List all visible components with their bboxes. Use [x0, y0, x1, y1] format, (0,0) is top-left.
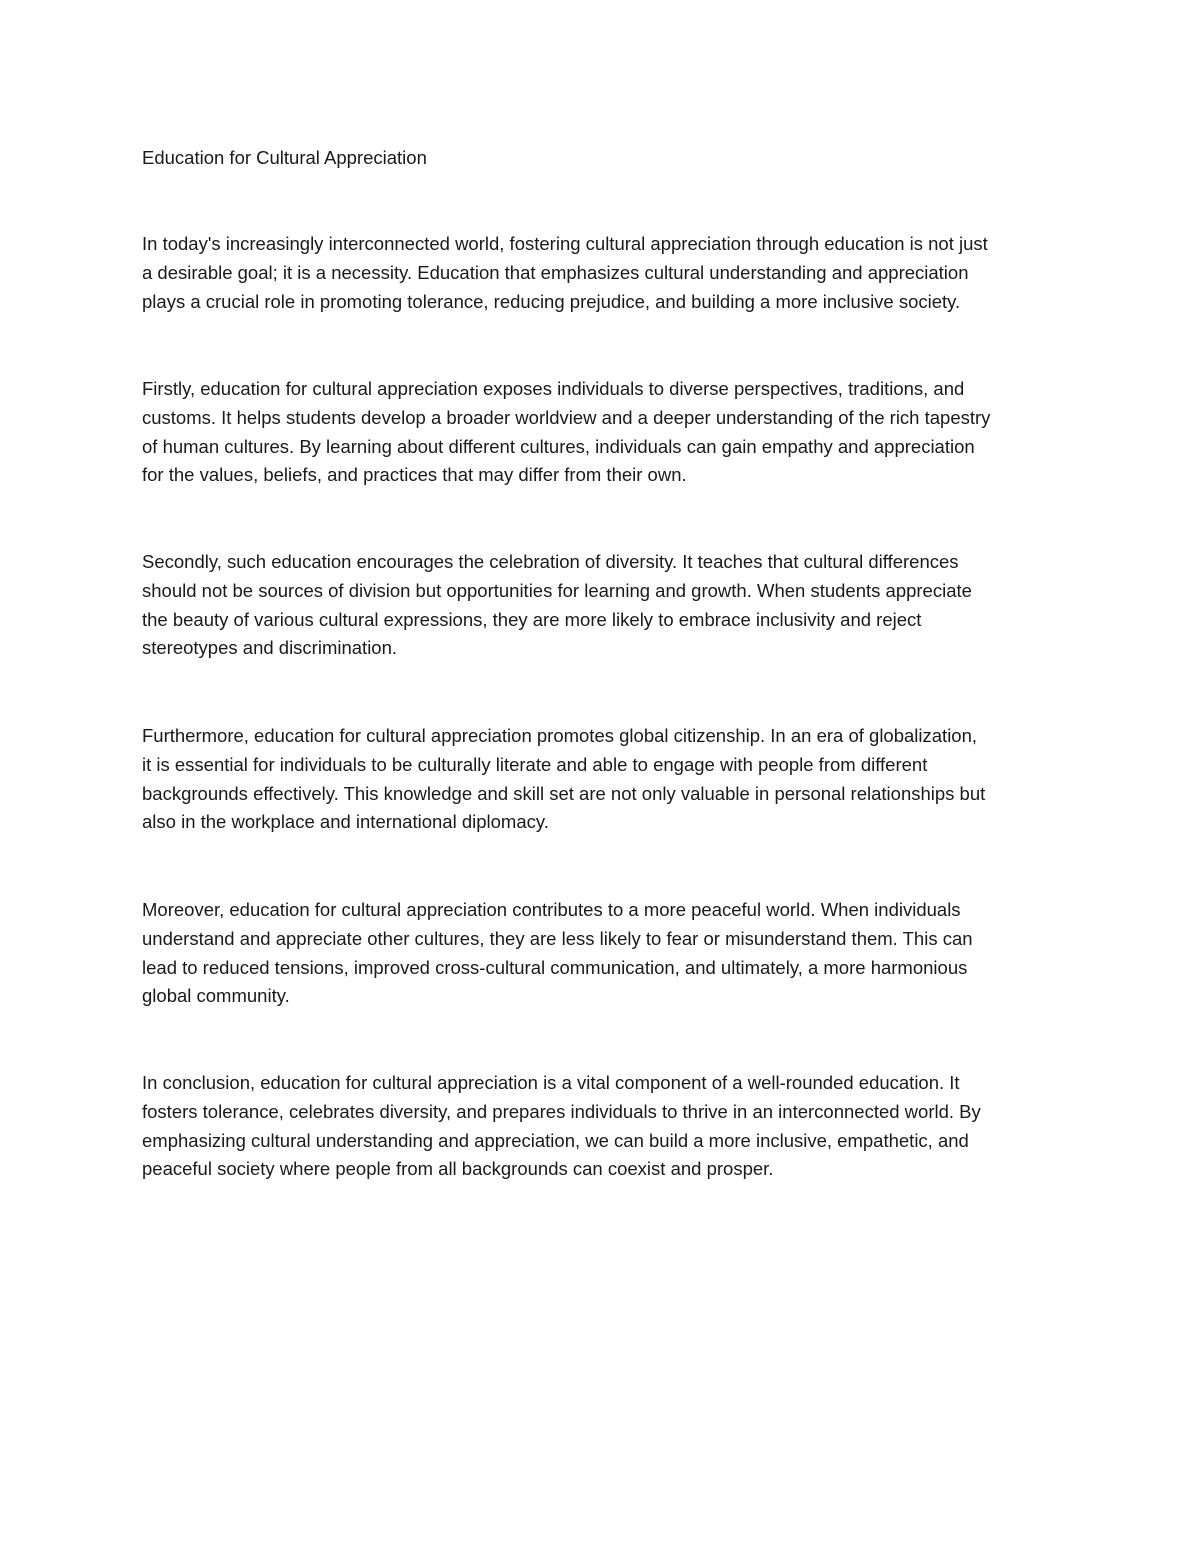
paragraph-conclusion	[142, 1069, 981, 1184]
paragraph-line: also in the workplace and international diplomacy.	[142, 811, 549, 833]
paragraph-line: Furthermore, education for cultural appreciation promotes global citizenship. In an era of globalization,	[142, 725, 978, 746]
paragraph-line: Firstly, education for cultural appreciation exposes individuals to diverse perspectives, traditions, and	[142, 378, 965, 399]
paragraph-furthermore	[142, 722, 985, 837]
paragraph-line: Secondly, such education encourages the celebration of diversity. It teaches that cultural differences	[142, 551, 959, 572]
document-title: Education for Cultural Appreciation	[142, 147, 427, 168]
paragraph-firstly	[142, 375, 990, 490]
paragraph-line: should not be sources of division but opportunities for learning and growth. When students appreciate	[142, 579, 972, 601]
paragraph-line: customs. It helps students develop a broader worldview and a deeper understanding of the rich tapestry	[142, 406, 991, 428]
paragraph-line: a desirable goal; it is a necessity. Education that emphasizes cultural understanding and appreciation	[142, 261, 969, 283]
paragraph-line: stereotypes and discrimination.	[142, 637, 398, 659]
paragraph-line: for the values, beliefs, and practices that may differ from their own.	[142, 464, 687, 486]
paragraph-line: understand and appreciate other cultures, they are less likely to fear or misunderstand them. This can	[142, 927, 973, 949]
paragraph-line: of human cultures. By learning about different cultures, individuals can gain empathy and appreciation	[142, 435, 975, 457]
paragraph-line: lead to reduced tensions, improved cross-cultural communication, and ultimately, a more harmonious	[142, 956, 968, 978]
paragraph-line: it is essential for individuals to be culturally literate and able to engage with people from different	[142, 753, 928, 775]
paragraph-line: the beauty of various cultural expressions, they are more likely to embrace inclusivity and reject	[142, 608, 922, 630]
paragraph-line: fosters tolerance, celebrates diversity, and prepares individuals to thrive in an interconnected world. By	[142, 1100, 981, 1122]
paragraph-line: In today's increasingly interconnected world, fostering cultural appreciation through education is not just	[142, 233, 988, 254]
paragraph-line: Moreover, education for cultural appreciation contributes to a more peaceful world. When individuals	[142, 899, 961, 920]
paragraph-line: plays a crucial role in promoting tolerance, reducing prejudice, and building a more inclusive society.	[142, 290, 961, 312]
paragraph-line: emphasizing cultural understanding and appreciation, we can build a more inclusive, empathetic, and	[142, 1129, 969, 1151]
paragraph-line: backgrounds effectively. This knowledge and skill set are not only valuable in personal relationships but	[142, 782, 986, 804]
paragraph-line: In conclusion, education for cultural appreciation is a vital component of a well-rounded education. It	[142, 1072, 960, 1093]
paragraph-line: peaceful society where people from all backgrounds can coexist and prosper.	[142, 1158, 774, 1180]
paragraph-moreover	[142, 896, 973, 1011]
paragraph-introduction	[142, 230, 988, 316]
paragraph-line: global community.	[142, 985, 290, 1007]
paragraph-secondly	[142, 548, 972, 663]
